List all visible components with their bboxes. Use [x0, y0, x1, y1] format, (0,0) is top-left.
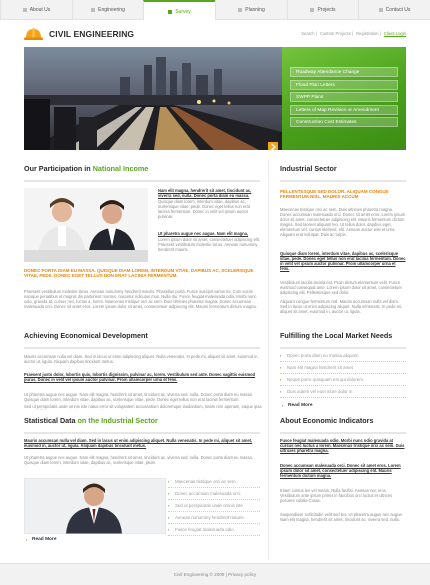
statistical-list: [168, 476, 260, 536]
arrow-right-icon: [268, 142, 278, 150]
banner-menu-item-roadway[interactable]: Roadway Attendance Change: [290, 67, 398, 77]
economical-text-2: Ut pharetra augue nec augue. Nam elit magna, hendrerit sit amet, tincidunt ac, viverra sed, nulla. Donec porta diam eu massa. Quisque diam lorem, interdum vitae, dapibus ac, scelerisque vitae, pede. Donec eget tellus non erat lacinia fermentum.: [24, 392, 253, 403]
nav-item-about-us[interactable]: About Us: [0, 0, 72, 20]
bullet-icon: [310, 8, 314, 12]
nav-item-planning[interactable]: Planning: [215, 0, 287, 20]
banner-menu: [282, 47, 406, 150]
statistical-lead: Mauris accumsan nulla vel diam. Sed in lacus ut enim adipiscing aliquet. Nulla venenatis. In pede mi, aliquet sit amet, euismod in, auctor ut, ligula. Aliquam dapibus tincidunt metus.: [24, 438, 253, 449]
section-rule: [24, 347, 260, 349]
banner-menu-item-map-revision[interactable]: Letters of Map Revision or Amendment: [290, 105, 398, 115]
businessman-photo: [24, 478, 166, 534]
economic-text-1: Etiam cursus leo vel metus. Nulla facilisi. Aenean nec eros. Vestibulum ante ipsum primis in faucibus orci luctus et ultrices posuere cubilia Curae.: [280, 488, 393, 504]
section-rule: [280, 180, 406, 182]
custom-projects-link[interactable]: Custom Projects: [319, 31, 351, 36]
client-login-link[interactable]: Client Login: [383, 31, 406, 36]
nav-item-contact-us[interactable]: Contact Us: [358, 0, 430, 20]
highway-city-photo: [24, 47, 282, 150]
participation-heading: Our Participation in National Income: [24, 164, 149, 173]
brand-name: CIVIL ENGINEERING: [49, 29, 135, 39]
economic-text-2: Suspendisse sollicitudin velit sed leo. Ut pharetra augue nec augue. Nam elit magna, hendrerit sit amet, tincidunt ac, viverra sed, nulla.: [280, 512, 403, 523]
nav-item-engineering[interactable]: Engineering: [72, 0, 143, 20]
economical-text-1: Mauris accumsan nulla vel diam. Sed in lacus ut enim adipiscing aliquet. Nulla venenatis. In pede mi, aliquet sit amet, euismod in, auctor ut, ligula. Aliquam dapibus tincidunt metus.: [24, 354, 259, 365]
economic-lead-2: Donec accumsan malesuada orci. Donec sit amet eros. Lorem ipsum dolor sit amet, consectetuer adipiscing elit. Mauris fermentum dictum magna.: [280, 463, 401, 479]
bullet-icon: [168, 10, 172, 14]
economic-indicators-heading: About Economic Indicators: [280, 416, 374, 425]
statistical-heading: Statistical Data on the Industrial Sector: [24, 416, 158, 425]
banner-menu-item-cost-estimates[interactable]: Construction Cost Estimates: [290, 117, 398, 127]
list-item[interactable]: ▪ Fusce feugiat malesuada odio.: [168, 524, 260, 536]
list-item[interactable]: ▪ Nam elit magna hendrerit sit amet: [280, 362, 406, 374]
banner-menu-item-flood-plan[interactable]: Flood Plan Letters: [290, 80, 398, 90]
participation-text-1: Quisque diam lorem, interdum vitae, dapibus ac, scelerisque vitae, pede. Donec eget tellus non erat lacinia fermentum. Donec in velit vel ipsum auctor pulvinar.: [158, 199, 250, 220]
statistical-read-more-link[interactable]: ▪ Read More: [26, 537, 57, 543]
industrial-heading: Industrial Sector: [280, 164, 337, 173]
participation-lead: Nam elit magna, hendrerit sit amet, tincidunt ac, viverra sed, nulla. Donec porta diam eu massa.: [158, 188, 252, 199]
participation-text-3: Praesent vestibulum molestie lacus. Aenean nonummy hendrerit mauris. Phasellus porta. Fusce suscipit varius mi. Cum sociis natoque penatibus et magnis dis parturient montes, nascetur ridiculus mus. Nulla dui. Fusce feugiat malesuada odio. Morbi nunc odio, gravida at, cursus nec, luctus a, lorem. Maecenas tristique orci ac sem. Duis ultricies pharetra magna. Donec accumsan malesuada orci. Donec sit amet eros. Lorem ipsum dolor sit amet, consectetuer adipiscing elit. Mauris fermentum dictum magna.: [24, 289, 257, 310]
list-item[interactable]: ▪ Aenean nonummy hendrerit mauris.: [168, 512, 260, 524]
industrial-text-3: Aliquam congue fermentum nisl. Mauris accumsan nulla vel diam. Sed in lacus ut enim adipiscing aliquet. Nulla venenatis. In pede mi, aliquet sit amet, euismod in, auctor ut, ligula.: [280, 299, 403, 315]
industrial-text-1: Maecenas tristique orci ac sem. Duis ultricies pharetra magna. Donec accumsan malesuada orci. Donec sit amet eros. Lorem ipsum dolor sit amet, consectetuer adipiscing elit. Mauris fermentum dictum magna. Sed laoreet aliquam leo. Ut tellus dolor, dapibus eget, elementum vel, cursus eleifend, elit. Aenean auctor wisi et urna. Aliquam erat volutpat. Duis ac turpis.: [280, 207, 406, 238]
statistical-text: Ut pharetra augue nec augue. Nam elit magna, hendrerit sit amet, tincidunt ac, viverra sed, nulla. Donec porta diam eu massa. Quisque diam lorem, interdum vitae, dapibus ac, scelerisque vitae, pede.: [24, 455, 253, 466]
banner-next-arrow[interactable]: [268, 142, 278, 150]
list-item[interactable]: ▪ Sed ut perspiciatis unde omnis iste: [168, 500, 260, 512]
banner-menu-item-swpp[interactable]: SWPP Plans: [290, 92, 398, 102]
bullet-icon: [23, 8, 27, 12]
section-rule: [280, 347, 406, 349]
business-people-photo: [24, 188, 148, 262]
participation-text-2: Lorem ipsum dolor sit amet, consectetuer adipiscing elit. Praesent vestibulum molestie lacus. Aenean nonummy hendrerit mauris.: [158, 237, 260, 253]
list-item[interactable]: ▪ Duis autem vel eum iriure dolor in: [280, 386, 406, 398]
list-item[interactable]: ▪ Maecenas tristique orci ac sem.: [168, 476, 260, 488]
participation-lead-2: Ut pharetra augue nec augue. Nam elit magna,: [158, 231, 249, 236]
economical-text-3: Sed ut perspiciatis unde omnis iste natus error sit voluptatem accusantium doloremque laudantium, totam rem aperiam, eaque ipsa: [24, 404, 262, 409]
section-rule: [24, 432, 260, 434]
bullet-icon: [379, 8, 383, 12]
industrial-highlight: PELLENTESQUE SED DOLOR. ALIQUAM CONGUE FERMENTUM NISL. MAURIS ACCUM: [280, 189, 389, 200]
economical-lead: Praesent justo dolor, lobortis quis, lobortis dignissim, pulvinar ac, lorem. Vestibulum sed ante. Donec sagittis euismod purus. Donec in velit vel ipsum auctor pulvinar. Proin ullamcorper urna et felis.: [24, 372, 256, 383]
registration-link[interactable]: Registration: [356, 31, 379, 36]
market-heading: Fulfilling the Local Market Needs: [280, 331, 393, 340]
economic-lead-1: Fusce feugiat malesuada odio. Morbi nunc odio gravida at cursus nec luctus a lorem. Maecenas tristique orci ac sem. Duis ultricies pharetra magna.: [280, 438, 405, 454]
list-item[interactable]: ▪ Neque porro quisquam est qui dolorem: [280, 374, 406, 386]
economical-heading: Achieving Economical Development: [24, 331, 148, 340]
industrial-text-2: Vestibulum iaculis lacinia est. Proin dictum elementum velit. Fusce euismod consequat ante. Lorem ipsum dolor sit amet, consectetuer adipiscing elit. Pellentesque sed dolor.: [280, 280, 402, 296]
top-navigation: [0, 0, 430, 20]
column-divider: [268, 160, 269, 560]
list-item[interactable]: ▪ Donec porta diam eu massa aliquam: [280, 350, 406, 362]
nav-item-projects[interactable]: Projects: [287, 0, 358, 20]
footer: [0, 563, 430, 585]
bullet-icon: [238, 8, 242, 12]
market-read-more-link[interactable]: ▪ Read More: [282, 403, 313, 409]
list-item[interactable]: ▪ Donec accumsan malesuada orci.: [168, 488, 260, 500]
section-rule: [24, 180, 260, 182]
search-link[interactable]: Search: [301, 31, 315, 36]
section-rule: [280, 432, 406, 434]
bullet-icon: [91, 8, 95, 12]
footer-text: Civil Engineering © 2009 | Privacy policy: [173, 572, 257, 577]
utility-links: Search | Custom Projects | Registration | Client Login: [301, 31, 406, 36]
hero-banner: [24, 47, 406, 150]
industrial-lead: Quisque diam lorem, interdum vitae, dapibus ac, scelerisque vitae, pede. Donec eget tellus non erat lacinia fermentum. Donec in velit vel ipsum auctor pulvinar. Proin ullamcorper urna et felis.: [280, 251, 406, 272]
market-list: [280, 350, 406, 398]
nav-item-survey[interactable]: Survey: [143, 0, 215, 20]
hard-hat-icon: [24, 27, 43, 41]
participation-highlight: DONEC PORTA DIAM EU MASSA. QUISQUE DIAM LOREM, INTERDUM VITAE, DAPIBUS AC, SCELERISQUE VITAE, PEDE. DONEC EGET TELLUS NON ERAT LACINIA FERMENTUM.: [24, 268, 254, 279]
